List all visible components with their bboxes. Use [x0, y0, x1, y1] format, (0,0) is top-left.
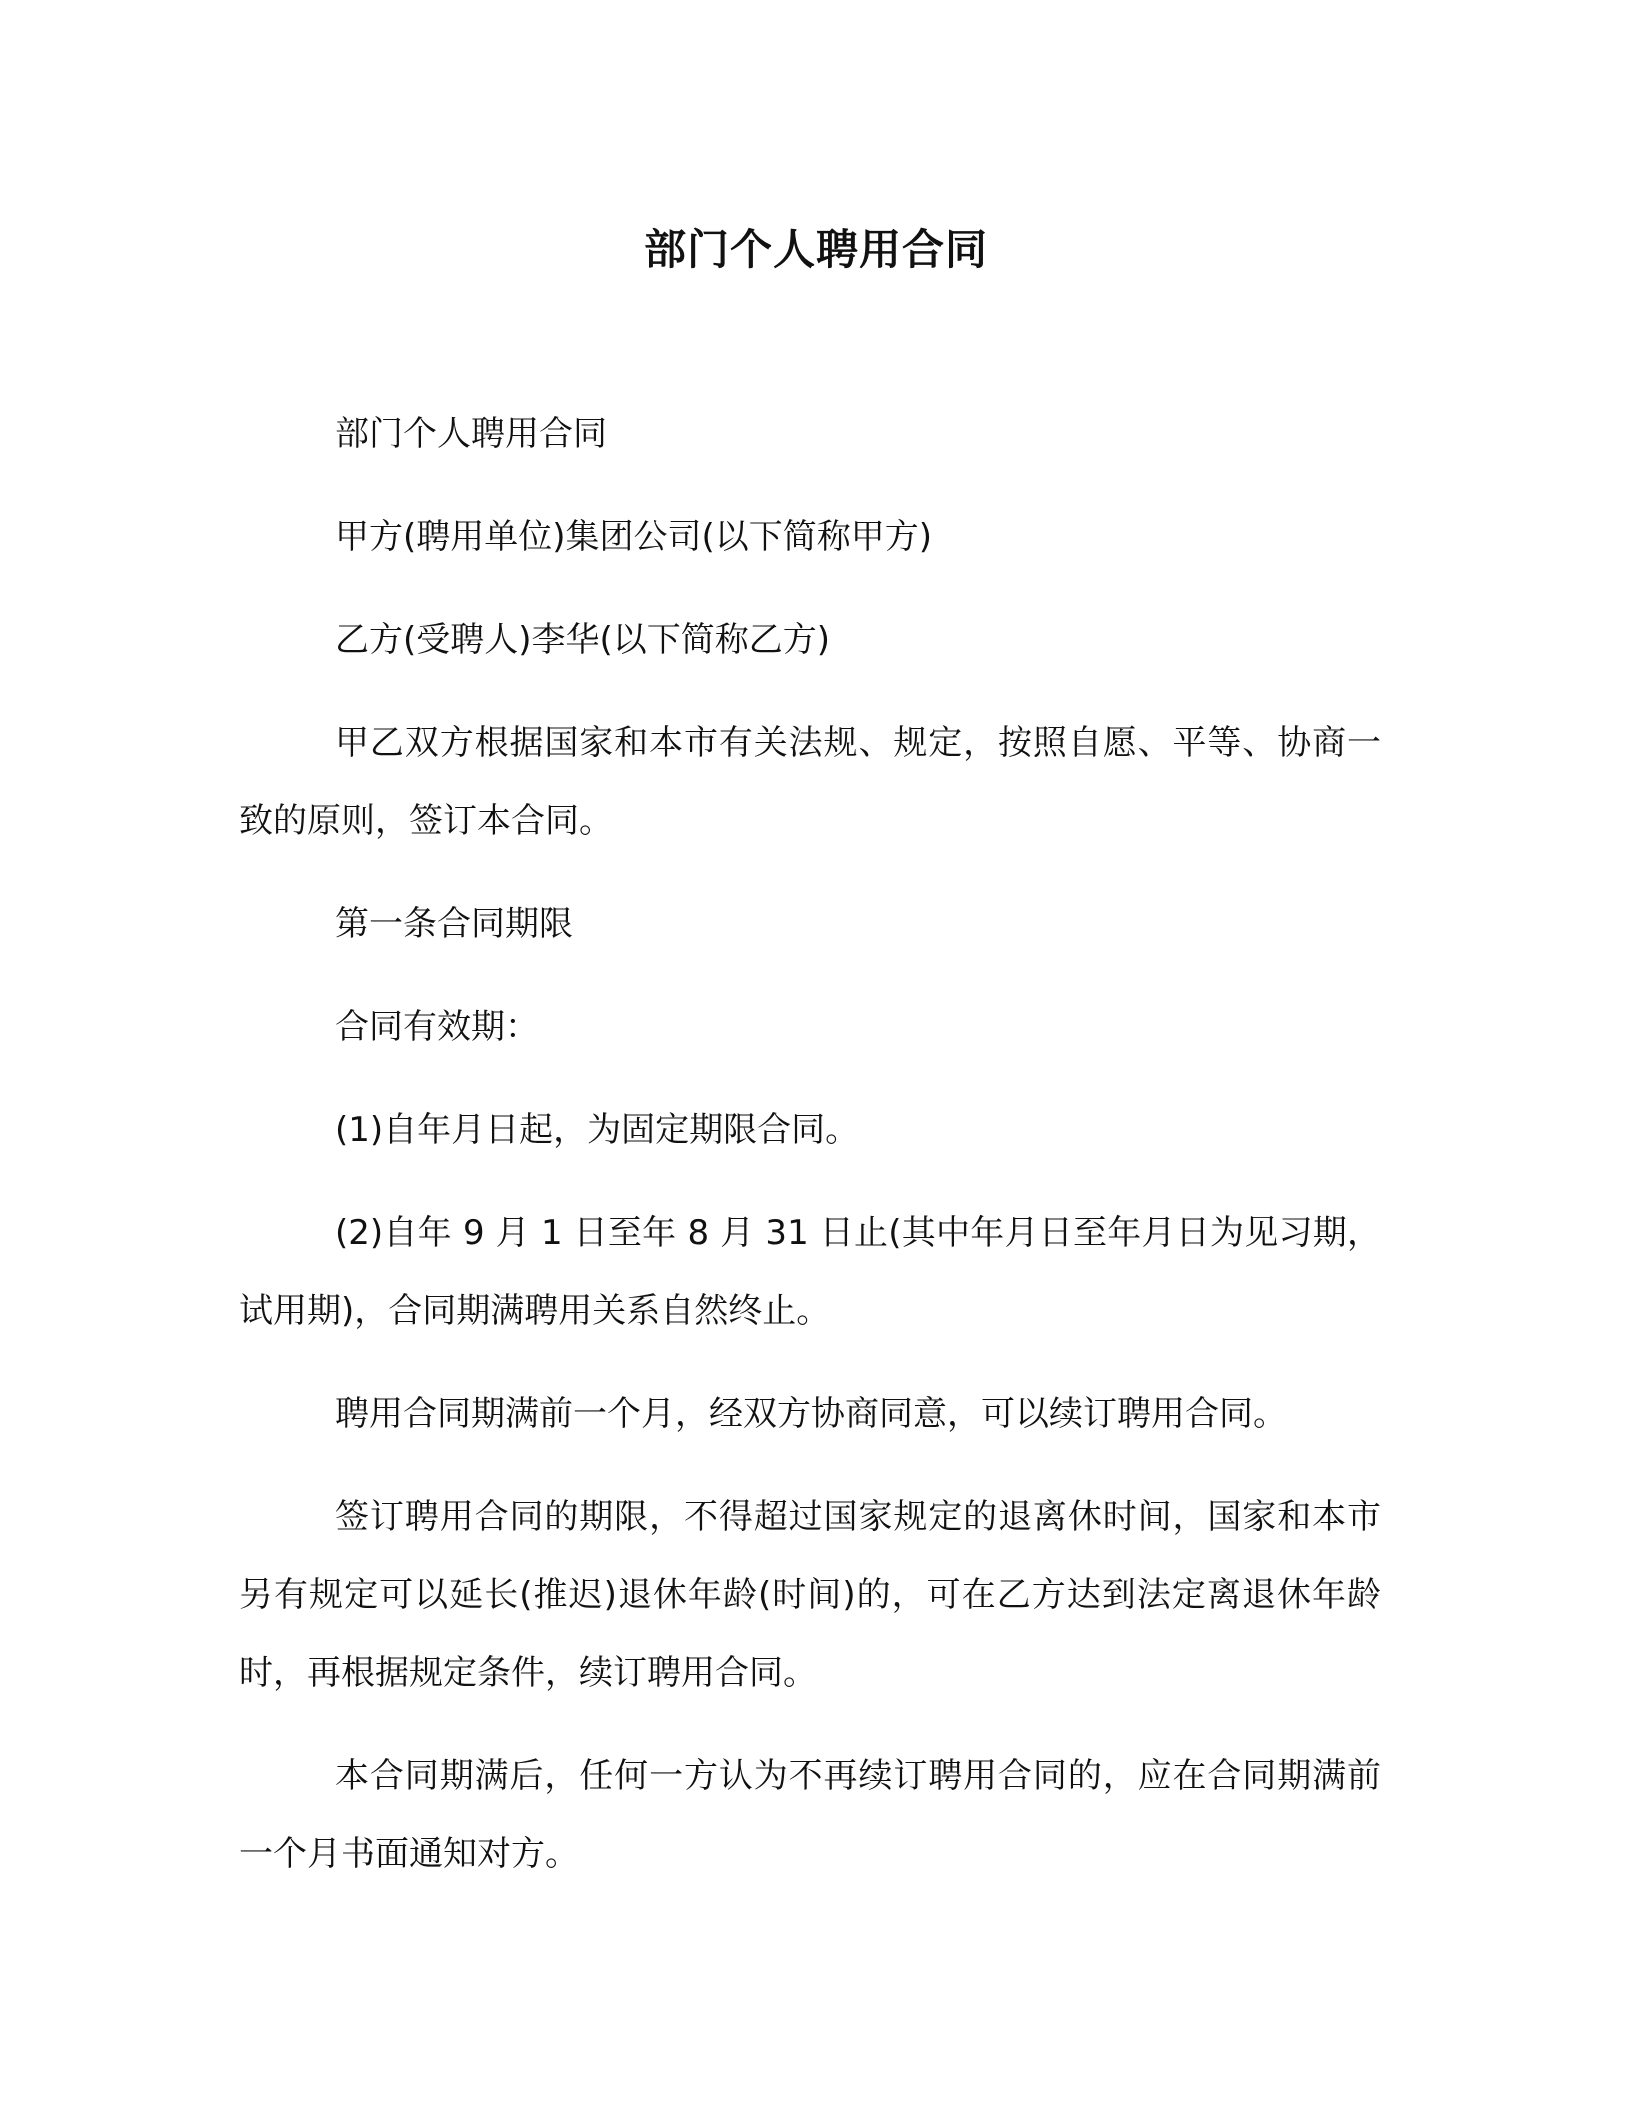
paragraph-party-b: 乙方(受聘人)李华(以下简称乙方) [335, 620, 831, 660]
paragraph-term-limit: 签订聘用合同的期限，不得超过国家规定的退离休时间，国家和本市另有规定可以延长(推迟)退休年龄(时间)的，可在乙方达到法定离退休年龄时，再根据规定条件，续订聘用合同。 [239, 1497, 1381, 1693]
paragraph-preamble: 甲乙双方根据国家和本市有关法规、规定，按照自愿、平等、协商一致的原则，签订本合同。 [239, 723, 1381, 841]
paragraph-subtitle: 部门个人聘用合同 [335, 414, 607, 454]
paragraph-renewal: 聘用合同期满前一个月，经双方协商同意，可以续订聘用合同。 [335, 1394, 1287, 1434]
paragraph-item-1: (1)自年月日起，为固定期限合同。 [335, 1110, 860, 1150]
paragraph-party-a: 甲方(聘用单位)集团公司(以下简称甲方) [335, 517, 933, 557]
document-body [239, 395, 1381, 1918]
document-title: 部门个人聘用合同 [643, 225, 988, 274]
paragraph-article-1-heading: 第一条合同期限 [335, 904, 573, 944]
paragraph-notice: 本合同期满后，任何一方认为不再续订聘用合同的，应在合同期满前一个月书面通知对方。 [239, 1756, 1381, 1874]
paragraph-item-2: (2)自年 9 月 1 日至年 8 月 31 日止(其中年月日至年月日为见习期，试用期)，合同期满聘用关系自然终止。 [239, 1213, 1381, 1331]
paragraph-validity: 合同有效期： [335, 1007, 539, 1047]
